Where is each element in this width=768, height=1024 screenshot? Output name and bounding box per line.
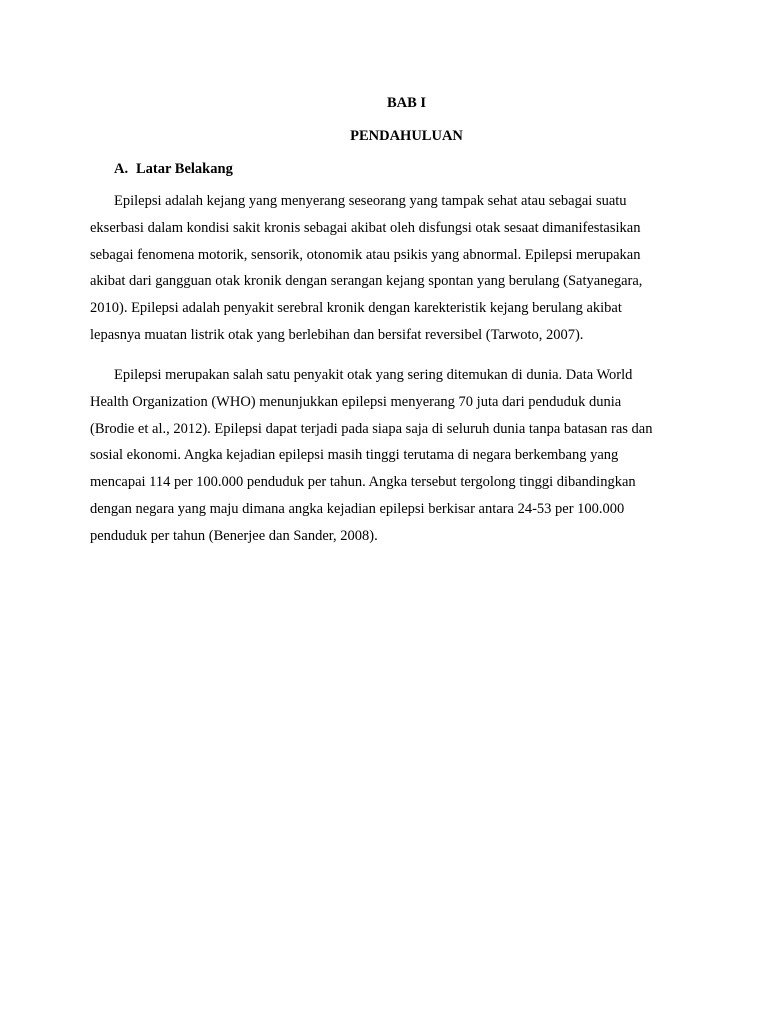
paragraph-line: sebagai fenomena motorik, sensorik, otonomik atau psikis yang abnormal. Epilepsi merupakan [90, 246, 641, 263]
paragraph-2 [90, 362, 690, 550]
paragraph-line: ekserbasi dalam kondisi sakit kronis sebagai akibat oleh disfungsi otak sesaat dimanifestasikan [90, 219, 641, 236]
chapter-title: PENDAHULUAN [350, 128, 463, 144]
paragraph-line: 2010). Epilepsi adalah penyakit serebral kronik dengan karekteristik kejang berulang akibat [90, 300, 622, 317]
paragraph-line: dengan negara yang maju dimana angka kejadian epilepsi berkisar antara 24-53 per 100.000 [90, 500, 625, 517]
section-title: Latar Belakang [136, 161, 233, 177]
paragraph-line: Epilepsi adalah kejang yang menyerang seseorang yang tampak sehat atau sebagai suatu [114, 193, 627, 209]
paragraph-1 [90, 188, 690, 349]
paragraph-line: Epilepsi merupakan salah satu penyakit otak yang sering ditemukan di dunia. Data World [114, 367, 633, 383]
paragraph-line: lepasnya muatan listrik otak yang berlebihan dan bersifat reversibel (Tarwoto, 2007). [90, 326, 584, 343]
paragraph-line: mencapai 114 per 100.000 penduduk per tahun. Angka tersebut tergolong tinggi dibandingkan [90, 474, 636, 491]
paragraph-line: penduduk per tahun (Benerjee dan Sander, 2008). [90, 527, 378, 544]
chapter-number: BAB I [386, 95, 427, 111]
paragraph-line: sosial ekonomi. Angka kejadian epilepsi masih tinggi terutama di negara berkembang yang [90, 447, 619, 464]
section-marker: A. [114, 161, 129, 177]
section-heading [114, 159, 233, 179]
paragraph-line: (Brodie et al., 2012). Epilepsi dapat terjadi pada siapa saja di seluruh dunia tanpa batasan ras dan [90, 420, 653, 437]
paragraph-line: Health Organization (WHO) menunjukkan epilepsi menyerang 70 juta dari penduduk dunia [90, 393, 622, 410]
paragraph-line: akibat dari gangguan otak kronik dengan serangan kejang spontan yang berulang (Satyanegara, [90, 273, 643, 290]
